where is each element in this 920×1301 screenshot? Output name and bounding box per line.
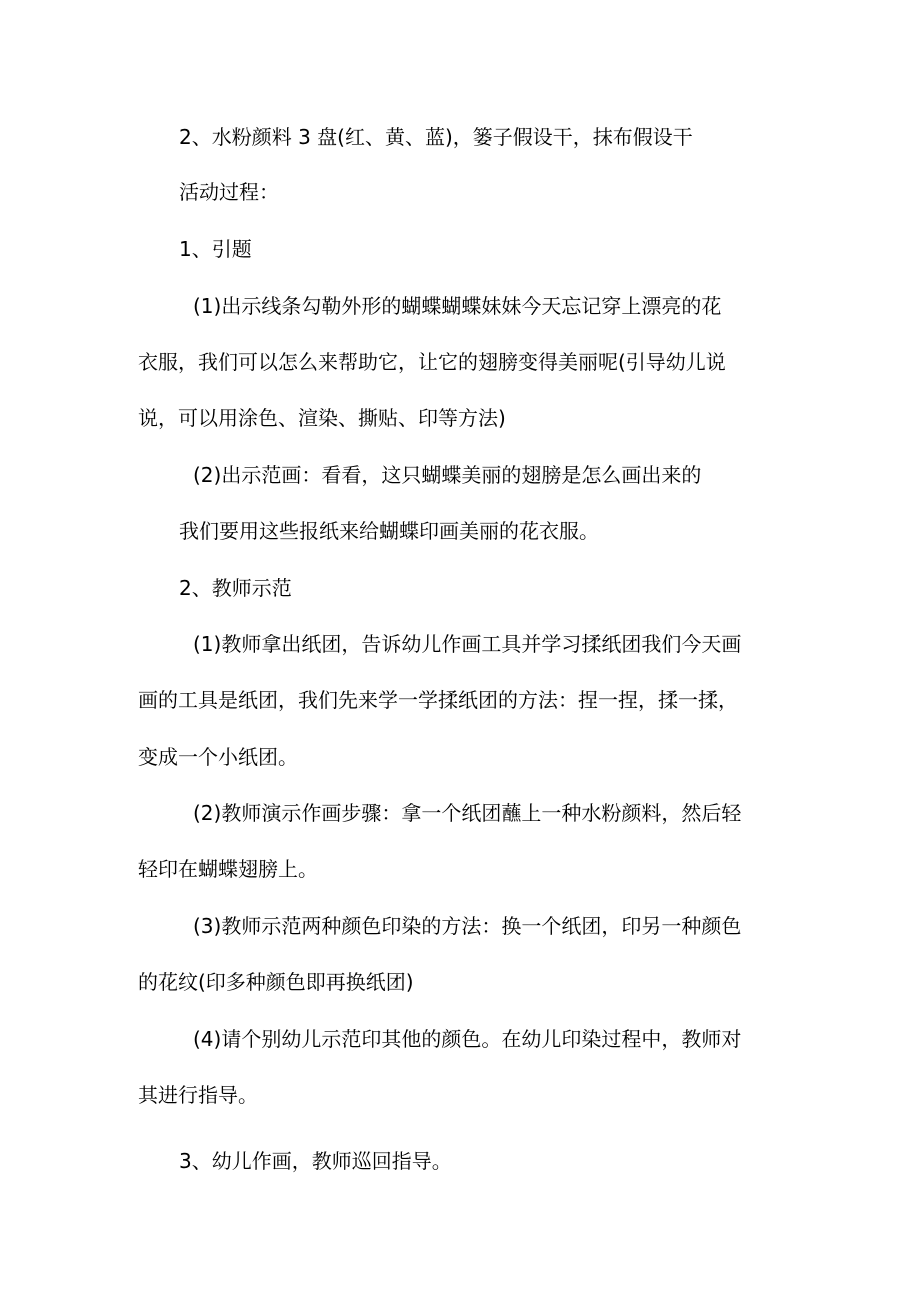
section-heading-activity-process: 活动过程： (179, 180, 279, 204)
step-heading-teacher-demo: 2、教师示范 (179, 576, 292, 600)
text-line: 的花纹(印多种颜色即再换纸团) (138, 970, 414, 994)
text-line: (4)请个别幼儿示范印其他的颜色。在幼儿印染过程中，教师对 (193, 1027, 742, 1051)
step-heading-introduction: 1、引题 (179, 237, 252, 261)
text-line: 衣服，我们可以怎么来帮助它，让它的翅膀变得美丽呢(引导幼儿说 (138, 350, 726, 374)
text-line: 轻印在蝴蝶翅膀上。 (138, 857, 318, 881)
text-line: (3)教师示范两种颜色印染的方法：换一个纸团，印另一种颜色 (193, 914, 742, 938)
text-line: 画的工具是纸团，我们先来学一学揉纸团的方法：捏一捏，揉一揉， (138, 688, 738, 712)
text-line: 我们要用这些报纸来给蝴蝶印画美丽的花衣服。 (179, 519, 599, 543)
text-line: 说，可以用涂色、渲染、撕贴、印等方法) (138, 406, 506, 430)
text-line: (1)出示线条勾勒外形的蝴蝶蝴蝶妹妹今天忘记穿上漂亮的花 (193, 294, 722, 318)
text-line: (2)教师演示作画步骤：拿一个纸团蘸上一种水粉颜料，然后轻 (193, 801, 742, 825)
text-line-materials: 2、水粉颜料 3 盘(红、黄、蓝)，篓子假设干，抹布假设干 (179, 125, 693, 149)
step-heading-children-drawing: 3、幼儿作画，教师巡回指导。 (179, 1149, 452, 1173)
text-line: (1)教师拿出纸团，告诉幼儿作画工具并学习揉纸团我们今天画 (193, 632, 742, 656)
text-line: 变成一个小纸团。 (138, 745, 298, 769)
text-line: 其进行指导。 (138, 1083, 258, 1107)
text-line: (2)出示范画：看看，这只蝴蝶美丽的翅膀是怎么画出来的 (193, 463, 702, 487)
